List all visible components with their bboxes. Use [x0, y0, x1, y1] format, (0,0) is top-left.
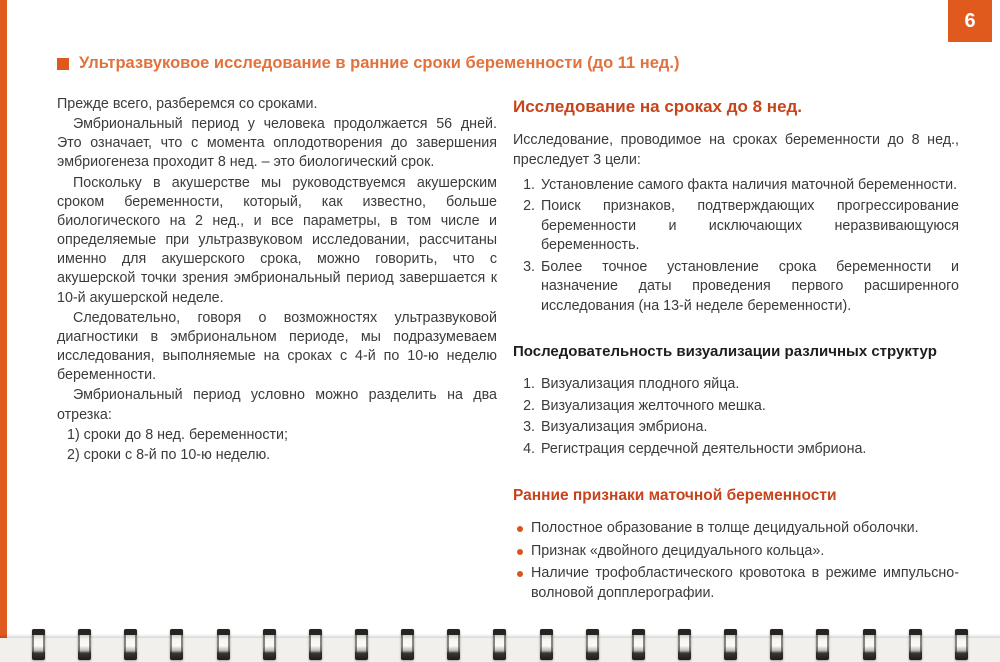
list-item: 3. Визуализация эмбриона.	[539, 418, 959, 437]
binding-ring-icon	[32, 629, 45, 660]
paragraph: Прежде всего, разберемся со сроками.	[57, 96, 318, 112]
list-item: 1. Установление самого факта наличия маточной беременности.	[539, 176, 959, 195]
binding-ring-icon	[493, 629, 506, 660]
section-heading-visualization-sequence: Последовательность визуализации различных структур	[513, 343, 937, 361]
paragraph: Следовательно, говоря о возможностях ультразвуковой диагностики в эмбриональном периоде, мы подразумеваем исследования, выполняемые на сроках с 4-й по 10-ю неделю беременности.	[57, 309, 497, 384]
left-accent-strip	[0, 0, 7, 638]
list-item: 4. Регистрация сердечной деятельности эмбриона.	[539, 440, 959, 459]
binding-ring-icon	[447, 629, 460, 660]
binding-ring-icon	[309, 629, 322, 660]
binding-ring-icon	[170, 629, 183, 660]
list-item: 1) сроки до 8 нед. беременности;	[67, 426, 289, 443]
list-item: 2. Поиск признаков, подтверждающих прогрессирование беременности и исключающих неразвивающуюся беременность.	[539, 197, 959, 255]
page-number-badge	[948, 0, 992, 42]
page-content	[57, 54, 959, 606]
binding-ring-icon	[816, 629, 829, 660]
right-column	[513, 95, 959, 606]
early-signs-list	[513, 519, 959, 603]
binding-ring-icon	[78, 629, 91, 660]
left-column	[57, 95, 497, 606]
binding-ring-icon	[217, 629, 230, 660]
binding-ring-icon	[678, 629, 691, 660]
page-title-row	[57, 54, 959, 73]
binding-ring-icon	[632, 629, 645, 660]
binding-ring-icon	[909, 629, 922, 660]
list-item: 1. Визуализация плодного яйца.	[539, 375, 959, 394]
paragraph: Поскольку в акушерстве мы руководствуемся акушерским сроком беременности, который, как известно, больше биологического на 2 нед., и все параметры, в том числе и определяемые при ультразвуковом исследовании, рассчитаны именно для акушерского срока, можно говорить, что с акушерской точки зрения эмбриональный период завершается к 10-й акушерской неделе.	[57, 174, 497, 306]
section-heading-research-up-to-8-weeks: Исследование на сроках до 8 нед.	[513, 97, 803, 116]
binding-ring-icon	[586, 629, 599, 660]
spiral-binding	[0, 628, 1000, 660]
page-number: 6	[964, 9, 976, 32]
list-item: 3. Более точное установление срока беременности и назначение даты проведения первого расширенного исследования (на 13-й неделе беременности).	[539, 258, 959, 316]
two-column-layout	[57, 95, 959, 606]
list-item: Наличие трофобластического кровотока в режиме импульсно-волновой допплерографии.	[513, 564, 959, 603]
binding-ring-icon	[401, 629, 414, 660]
paragraph: Эмбриональный период у человека продолжается 56 дней. Это означает, что с момента оплодотворения до завершения эмбриогенеза проходит 8 нед. – это биологический срок.	[57, 116, 497, 171]
binding-ring-icon	[263, 629, 276, 660]
page-title: Ультразвуковое исследование в ранние сроки беременности (до 11 нед.)	[79, 54, 680, 72]
binding-ring-icon	[724, 629, 737, 660]
binding-ring-icon	[355, 629, 368, 660]
binding-ring-icon	[770, 629, 783, 660]
list-item: 2) сроки с 8-й по 10-ю неделю.	[67, 446, 271, 463]
paragraph: Эмбриональный период условно можно разделить на два отрезка:	[57, 387, 497, 423]
title-square-icon	[57, 58, 69, 70]
list-item: Полостное образование в толще децидуальной оболочки.	[513, 519, 959, 538]
list-item: 2. Визуализация желточного мешка.	[539, 397, 959, 416]
visualization-steps-list	[513, 375, 959, 459]
binding-ring-icon	[124, 629, 137, 660]
section-intro: Исследование, проводимое на сроках беременности до 8 нед., преследует 3 цели:	[513, 132, 959, 168]
goals-list	[513, 176, 959, 316]
binding-ring-icon	[863, 629, 876, 660]
binding-ring-icon	[540, 629, 553, 660]
section-heading-early-signs: Ранние признаки маточной беременности	[513, 487, 837, 505]
list-item: Признак «двойного децидуального кольца».	[513, 542, 959, 561]
binding-ring-icon	[955, 629, 968, 660]
